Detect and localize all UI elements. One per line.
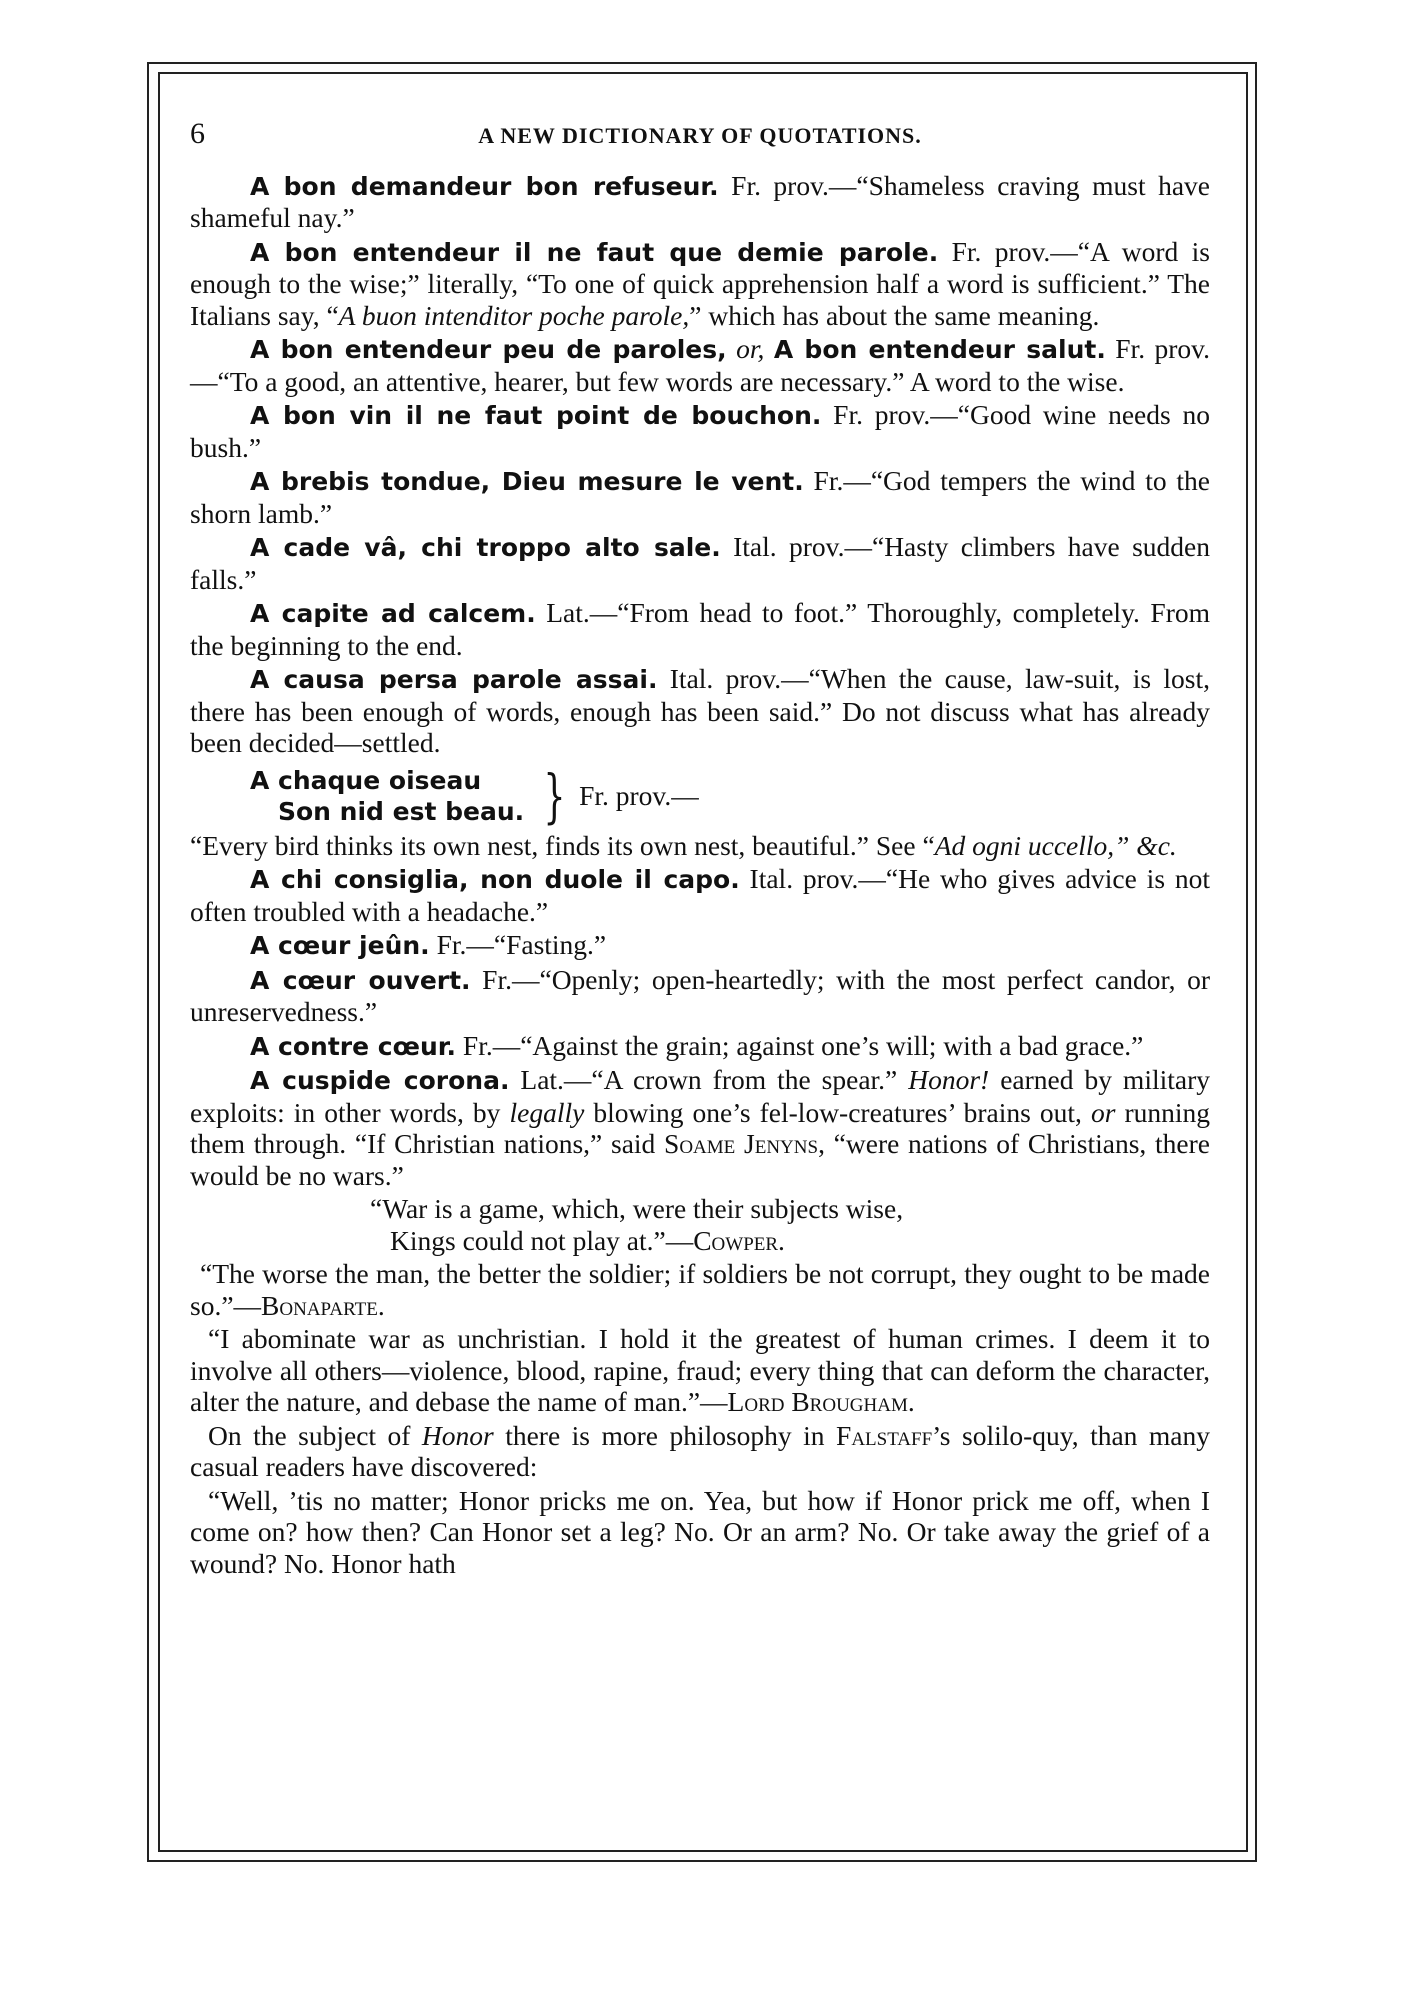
headword: Son nid est beau.: [278, 797, 525, 826]
verse-quote: [190, 1193, 1210, 1256]
entry-text: Fr. prov.—“Good wine needs no bush.”: [190, 399, 1210, 463]
headword: A chaque oiseau: [250, 765, 482, 795]
headword: A chi consiglia, non duole il capo.: [250, 865, 740, 894]
entry-italic: A buon intenditor poche parole,: [338, 299, 690, 331]
entry: [190, 170, 1210, 234]
entry-text: Fr. prov.—“A word is enough to the wise;” literally, “To one of quick apprehension half a word is sufficient.” The Italians say, “: [190, 235, 1210, 331]
entry-text: Fr.—“Fasting.”: [429, 929, 607, 960]
entry: [190, 663, 1210, 759]
author-name: Cowper.: [693, 1224, 785, 1256]
entry: [190, 964, 1210, 1028]
author-name: Lord Brougham.: [727, 1386, 915, 1417]
entry-text: Lat.—“From head to foot.” Thoroughly, completely. From the beginning to the end.: [190, 597, 1210, 661]
entry-text: blowing one’s fel-low-creatures’ brains out,: [584, 1096, 1091, 1128]
entry: [190, 333, 1210, 397]
entry: [190, 863, 1210, 927]
entry: [190, 531, 1210, 595]
headword: A cuspide corona.: [250, 1066, 510, 1095]
entry-text: ” which has about the same meaning.: [689, 299, 1100, 331]
entry: [190, 1030, 1210, 1063]
braced-headwords: [250, 765, 524, 828]
entry-text: running them through. “If Christian nations,” said: [190, 1096, 1210, 1159]
quote-text: “Well, ’tis no matter; Honor pricks me on. Yea, but how if Honor prick me off, when I come on? how then? Can Honor set a leg? No. Or an arm? No. Or take away the grief of a wound? No. Honor hath: [190, 1484, 1210, 1579]
entry-italic: legally: [509, 1096, 585, 1128]
brace-glyph: }: [543, 762, 566, 830]
character-name: Falstaff: [836, 1419, 933, 1451]
entry-text: Lat.—“A crown from the spear.”: [509, 1064, 909, 1095]
headword: A bon demandeur bon refuseur.: [250, 171, 719, 201]
quote-paragraph: [190, 1258, 1210, 1321]
verse-text: Kings could not play at.”—: [390, 1224, 694, 1256]
entry-text: Fr. prov.—“Shameless craving must have shameful nay.”: [190, 169, 1210, 233]
headword: A contre cœur.: [250, 1031, 457, 1061]
headword: A capite ad calcem.: [250, 599, 536, 628]
entry-or: or,: [726, 333, 774, 364]
verse-line: “War is a game, which, were their subjects wise,: [370, 1193, 904, 1224]
entry-text: , “were nations of Christians, there would be no wars.”: [190, 1128, 1210, 1191]
author-name: Soame Jenyns: [664, 1128, 819, 1159]
entry-italic: Honor!: [908, 1064, 990, 1095]
body-text: there is more philosophy in: [493, 1419, 837, 1451]
entry: [190, 399, 1210, 463]
headword: A bon entendeur salut.: [773, 335, 1106, 364]
entry: [190, 1064, 1210, 1191]
page-header: [190, 118, 1210, 152]
body-paragraph: [190, 1420, 1210, 1483]
entry-text: Ital. prov.—“Hasty climbers have sudden falls.”: [190, 531, 1210, 595]
headword: A cœur jeûn.: [250, 931, 430, 960]
headword: A bon entendeur il ne faut que demie parole.: [250, 237, 939, 267]
headword: A brebis tondue, Dieu mesure le vent.: [250, 467, 804, 496]
body-text: ’s solilo-quy, than many casual readers have discovered:: [190, 1419, 1211, 1482]
entry-italic: or: [1090, 1096, 1116, 1128]
quote-text: “The worse the man, the better the soldier; if soldiers be not corrupt, they ought to be made so.”—: [190, 1258, 1210, 1321]
entry-text: Fr.—“Against the grain; against one’s will; with a bad grace.”: [456, 1029, 1144, 1061]
entry-text: Fr. prov.—“To a good, an attentive, hearer, but few words are necessary.” A word to the wise.: [190, 333, 1211, 397]
headword: A bon vin il ne faut point de bouchon.: [250, 401, 822, 430]
quote-paragraph: [190, 1323, 1210, 1418]
headword: A cœur ouvert.: [250, 965, 471, 995]
headword: A causa persa parole assai.: [250, 665, 658, 694]
headword: A bon entendeur peu de paroles,: [250, 335, 727, 364]
headword: A cade vâ, chi troppo alto sale.: [250, 533, 721, 562]
entry: [190, 929, 1210, 962]
entry: [190, 597, 1210, 661]
entry: [190, 236, 1210, 332]
entry-text-span: “Every bird thinks its own nest, finds its own nest, beautiful.” See “: [190, 829, 935, 861]
entry-label: Fr. prov.—: [579, 780, 699, 812]
entry-text: Fr.—“Openly; open-heartedly; with the most perfect candor, or unreservedness.”: [190, 963, 1211, 1027]
entry-text: Ital. prov.—“When the cause, law-suit, is lost, there has been enough of words, enough has been said.” Do not discuss what has already been decided—settled.: [190, 663, 1210, 758]
author-name: Bonaparte.: [261, 1289, 385, 1321]
entry-text: earned by military exploits: in other words, by: [190, 1064, 1210, 1128]
entry: [190, 465, 1210, 529]
entry-italic: Ad ogni uccello,: [934, 829, 1115, 861]
quote-text: “I abominate war as unchristian. I hold it the greatest of human crimes. I deem it to involve all others—violence, blood, rapine, fraud; every thing that can deform the character, alter the nature, and debase the name of man.”—: [190, 1323, 1210, 1417]
page-content: [190, 118, 1210, 1581]
quote-paragraph: [190, 1485, 1210, 1580]
braced-entry: [190, 762, 1210, 830]
body-text: On the subject of: [208, 1419, 422, 1451]
verse-line: [370, 1225, 1210, 1257]
entry-text: Fr.—“God tempers the wind to the shorn lamb.”: [190, 465, 1210, 529]
entry-text: Ital. prov.—“He who gives advice is not often troubled with a headache.”: [190, 863, 1210, 927]
entry-italic: Honor: [421, 1419, 494, 1451]
entry-italic: ” &c.: [1114, 829, 1177, 861]
page-number: 6: [190, 117, 205, 150]
running-head: A NEW DICTIONARY OF QUOTATIONS.: [478, 123, 922, 148]
entry-text: [190, 830, 1210, 862]
